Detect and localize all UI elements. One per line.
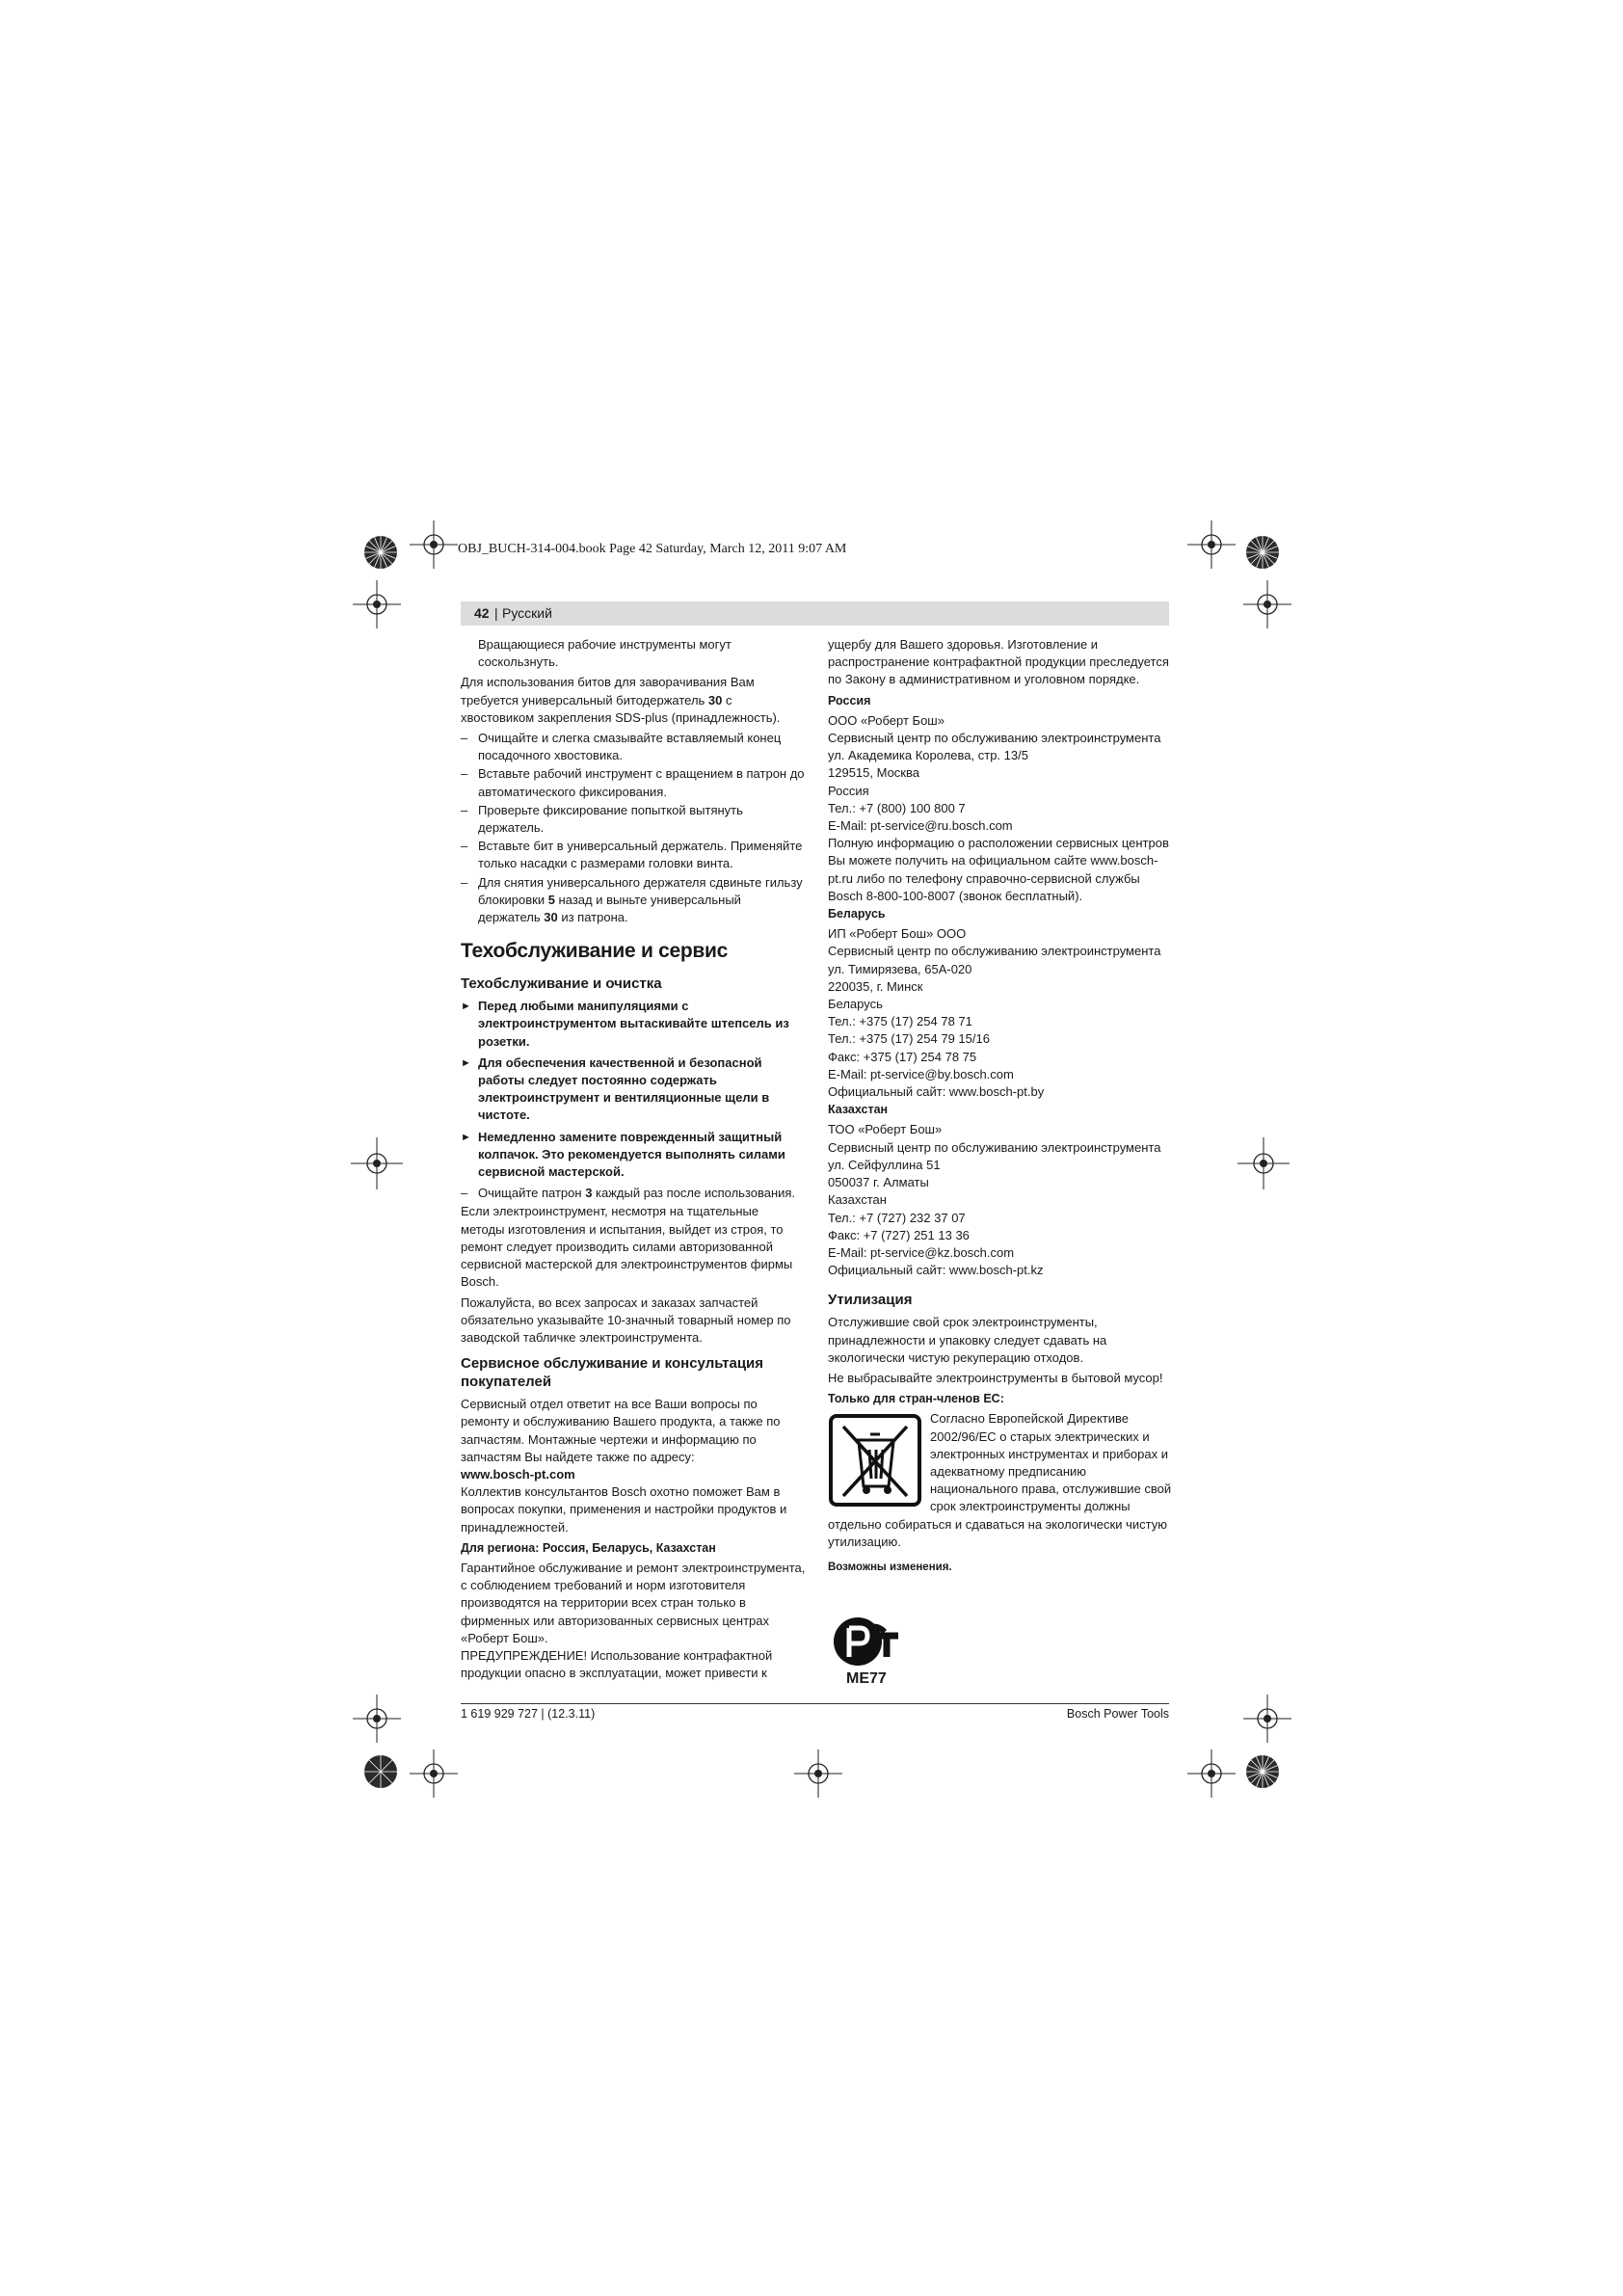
subheading-maintenance: Техобслуживание и очистка — [461, 975, 662, 993]
crosshair-mark-top-1 — [410, 521, 458, 569]
right-column — [828, 636, 1173, 1579]
triangle-bullet-icon: ► — [461, 1056, 471, 1069]
step-item: – Вставьте бит в универсальный держатель. Применяйте только насадки с размерами головки винта. — [461, 839, 803, 871]
crosshair-mark-bottom-center — [794, 1749, 842, 1798]
household-waste-note: Не выбрасывайте электроинструменты в бытовой мусор! — [828, 1370, 1163, 1385]
crosshair-mark-right-lower — [1243, 1695, 1291, 1743]
russia-address-block: ООО «Роберт Бош» Сервисный центр по обслуживанию электроинструмента ул. Академика Королева, стр. 13/5 129515, Москва Россия Тел.: +7 (800) 100 800 7 E-Mail: pt-service@ru.bosch.com Полную информацию о расположении сервисных центров Вы можете получить на официальном сайте www.bosch-pt.ru либо по телефону справочно-сервисной службы Bosch 8-800-100-8007 (звонок бесплатный). — [828, 712, 1169, 903]
bosch-website-link[interactable]: www.bosch-pt.com — [461, 1466, 575, 1482]
kazakhstan-address-block: ТОО «Роберт Бош» Сервисный центр по обслуживанию электроинструмента ул. Сейфуллина 51 050037 г. Алматы Казахстан Тел.: +7 (727) 232 37 07 Факс: +7 (727) 251 13 36 E-Mail: pt-service@kz.bosch.com Официальный сайт: www.bosch-pt.kz — [828, 1122, 1161, 1278]
step-item: – Вставьте рабочий инструмент с вращением в патрон до автоматического фиксирования. — [461, 766, 805, 799]
registration-target-bottom-left — [361, 1752, 400, 1791]
section-heading-service: Техобслуживание и сервис — [461, 940, 728, 963]
crosshair-mark-bottom-1 — [410, 1749, 458, 1798]
header-language: Русский — [502, 605, 552, 621]
footer-rule — [461, 1703, 1169, 1704]
slip-note: Вращающиеся рабочие инструменты могут соскользнуть. — [478, 637, 732, 670]
crosshair-mark-left-middle — [351, 1137, 403, 1189]
customer-service-paragraph: Сервисный отдел ответит на все Ваши вопросы по ремонту и обслуживанию Вашего продукта, а также по запчастям. Монтажные чертежи и информацию по запчастям Вы найдете также по адресу: — [461, 1397, 781, 1464]
consultant-paragraph: Коллектив консультантов Bosch охотно поможет Вам в вопросах покупки, применения и настройки продуктов и принадлежностей. — [461, 1484, 787, 1535]
crosshair-mark-top-2 — [1187, 521, 1236, 569]
clean-chuck-item: – Очищайте патрон 3 каждый раз после использования. — [461, 1186, 796, 1201]
footer-article-number: 1 619 929 727 | (12.3.11) — [461, 1707, 596, 1721]
crosshair-mark-left-upper — [353, 580, 401, 628]
left-column — [461, 636, 806, 1685]
crosshair-mark-right-upper — [1243, 580, 1291, 628]
warning-item: ► Для обеспечения качественной и безопасной работы следует постоянно содержать электроинструмент и вентиляционные щели в чистоте. — [461, 1055, 806, 1125]
belarus-address-block: ИП «Роберт Бош» ООО Сервисный центр по обслуживанию электроинструмента ул. Тимирязева, 65А-020 220035, г. Минск Беларусь Тел.: +375 (17) 254 78 71 Тел.: +375 (17) 254 79 15/16 Факс: +375 (17) 254 78 75 E-Mail: pt-service@by.bosch.com Официальный сайт: www.bosch-pt.by — [828, 926, 1161, 1100]
eu-directive-block — [828, 1410, 1173, 1515]
gost-code: МЕ77 — [846, 1670, 887, 1687]
crosshair-mark-left-lower — [353, 1695, 401, 1743]
page-header-bar — [461, 601, 1169, 626]
eu-heading: Только для стран-членов ЕС: — [828, 1392, 1004, 1406]
russia-heading: Россия — [828, 693, 871, 707]
disposal-paragraph: Отслужившие свой срок электроинструменты, принадлежности и упаковку следует сдавать на экологически чистую рекуперацию отходов. — [828, 1315, 1107, 1365]
subject-to-change-note: Возможны изменения. — [828, 1561, 952, 1573]
belarus-heading: Беларусь — [828, 907, 886, 921]
subheading-disposal: Утилизация — [828, 1292, 913, 1309]
step-item: – Для снятия универсального держателя сдвиньте гильзу блокировки 5 назад и выньте универсальный держатель 30 из патрона. — [461, 874, 803, 925]
gost-certification-mark — [831, 1615, 902, 1692]
footer-brand: Bosch Power Tools — [1066, 1707, 1169, 1721]
warning-item: ► Перед любыми манипуляциями с электроинструментом вытаскивайте штепсель из розетки. — [461, 998, 806, 1051]
page-number: 42 — [474, 605, 490, 621]
print-slug: OBJ_BUCH-314-004.book Page 42 Saturday, March 12, 2011 9:07 AM — [458, 542, 847, 556]
registration-target-top-left — [361, 533, 400, 572]
kazakhstan-heading: Казахстан — [828, 1103, 889, 1117]
repair-paragraph: Если электроинструмент, несмотря на тщательные методы изготовления и испытания, выйдет из строя, то ремонт следует производить силами авторизованной сервисной мастерской для электроинструментов фирмы Bosch. — [461, 1204, 793, 1290]
crosshair-mark-bottom-2 — [1187, 1749, 1236, 1798]
counterfeit-continuation: ущербу для Вашего здоровья. Изготовление и распространение контрафактной продукции преследуется по Закону в административном и уголовном порядке. — [828, 637, 1169, 687]
step-item: – Проверьте фиксирование попыткой вытянуть держатель. — [461, 802, 743, 836]
crosshair-mark-right-middle — [1237, 1137, 1290, 1189]
subheading-customer-service: Сервисное обслуживание и консультация покупателей — [461, 1355, 764, 1391]
spare-parts-paragraph: Пожалуйста, во всех запросах и заказах запчастей обязательно указывайте 10-значный товарный номер по заводской табличке электроинструмента. — [461, 1295, 791, 1345]
step-item: – Очищайте и слегка смазывайте вставляемый конец посадочного хвостовика. — [461, 731, 782, 763]
registration-target-bottom-right — [1243, 1752, 1282, 1791]
bit-holder-paragraph: Для использования битов для заворачивания Вам требуется универсальный битодержатель 30 с хвостовиком закрепления SDS-plus (принадлежность). — [461, 675, 781, 725]
gost-logo-icon — [831, 1615, 902, 1670]
warranty-paragraph: Гарантийное обслуживание и ремонт электроинструмента, с соблюдением требований и норм изготовителя производятся на территории всех стран только в фирменных или авторизованных сервисных центрах «Роберт Бош». — [461, 1560, 806, 1645]
warning-item: ► Немедленно замените поврежденный защитный колпачок. Это рекомендуется выполнять силами сервисной мастерской. — [461, 1129, 806, 1182]
header-separator: | — [494, 605, 498, 621]
triangle-bullet-icon: ► — [461, 1001, 471, 1013]
counterfeit-warning-paragraph: ПРЕДУПРЕЖДЕНИЕ! Использование контрафактной продукции опасно в эксплуатации, может привести к — [461, 1647, 773, 1681]
eu-directive-paragraph: Согласно Европейской Директиве 2002/96/ЕС о старых электрических и электронных инструментах и приборах и адекватному предписанию национального права, отслужившие свой срок электроинструменты должны — [930, 1411, 1172, 1514]
eu-directive-continuation: отдельно собираться и сдаваться на экологически чистую утилизацию. — [828, 1516, 1167, 1549]
crossed-out-wheelie-bin-icon — [828, 1413, 922, 1508]
triangle-bullet-icon: ► — [461, 1131, 471, 1143]
registration-target-top-right — [1243, 533, 1282, 572]
region-heading: Для региона: Россия, Беларусь, Казахстан — [461, 1540, 716, 1555]
